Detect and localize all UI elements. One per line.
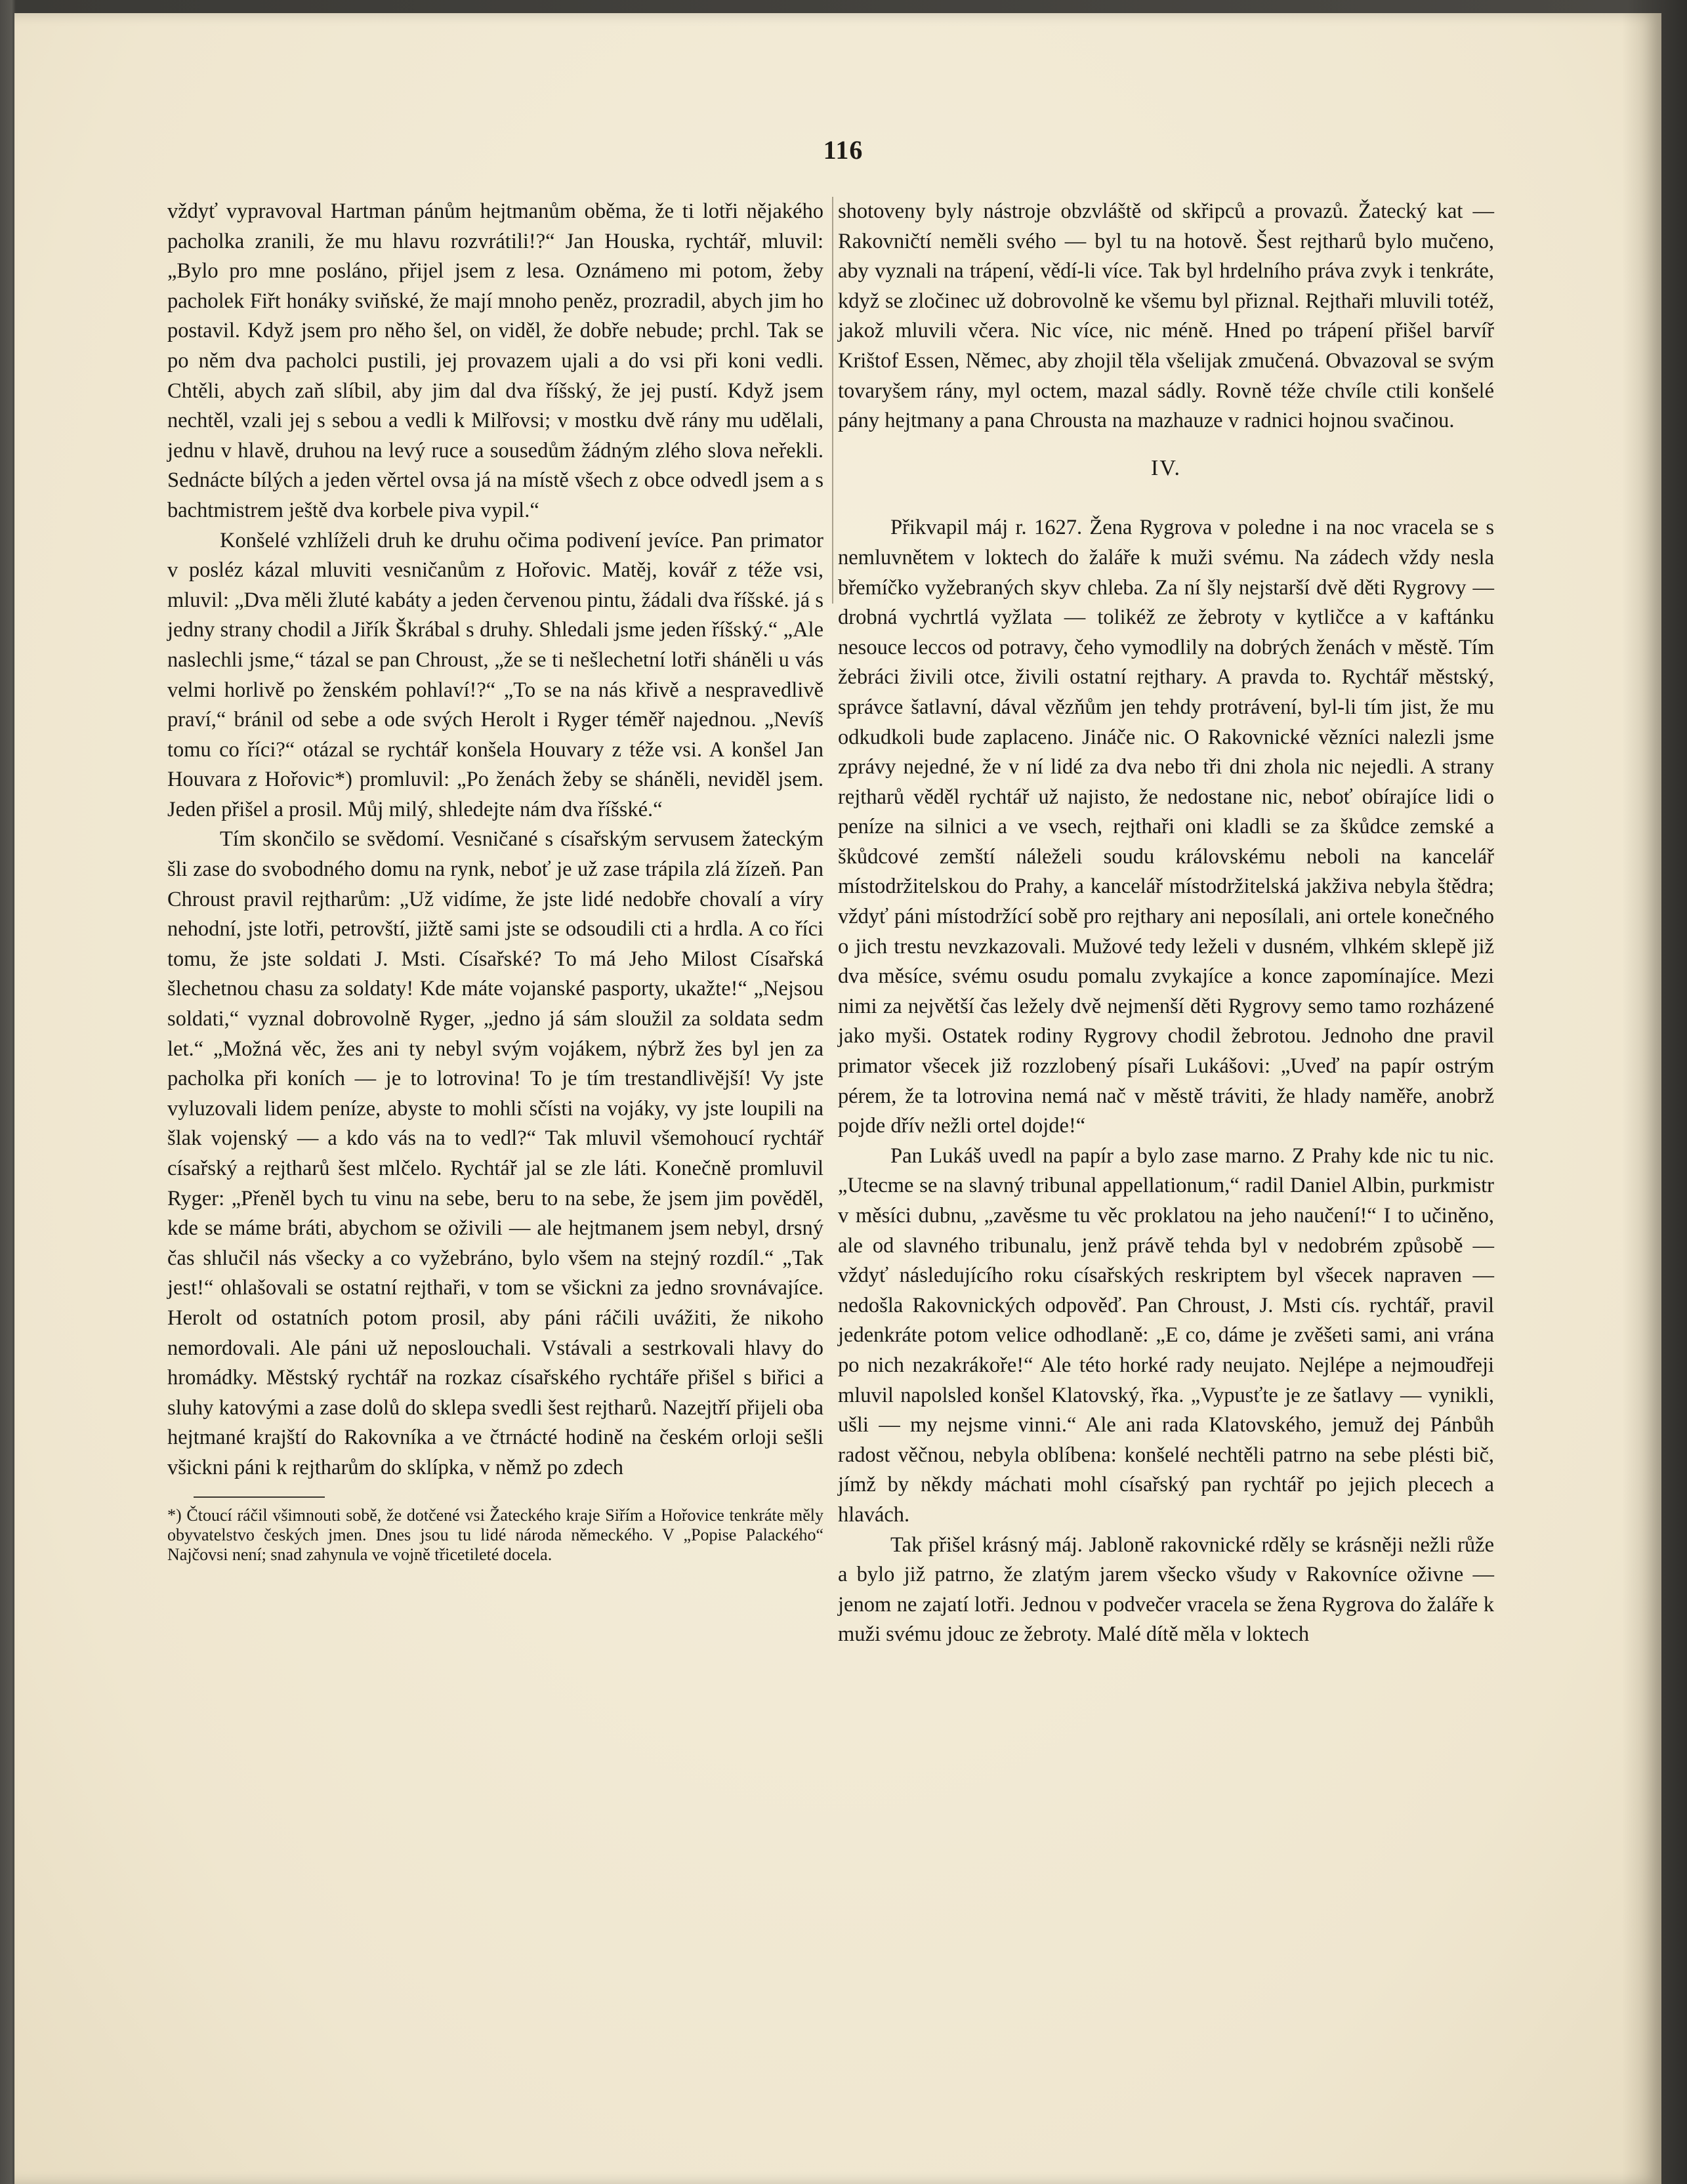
left-paragraph-2: Konšelé vzhlíželi druh ke druhu očima podivení jevíce. Pan primator v posléz kázal mluviti vesničanům z Hořovic. Matěj, kovář z téže vsi, mluvil: „Dva měli žluté kabáty a jeden červenou pintu, žádali dva říšské. já s jedny strany chodil a Jiřík Škrábal s druhy. Shledali jsme jeden říšský.“ „Ale naslechli jsme,“ tázal se pan Chroust, „že se ti nešlechetní lotři sháněli u vás velmi horlivě po ženském pohlaví!?“ „To se na nás křivě a nespravedlivě praví,“ bránil od sebe a ode svých Herolt i Ryger téměř najednou. „Nevíš tomu co říci?“ otázal se rychtář konšela Houvary z téže vsi. A konšel Jan Houvara z Hořovic*) promluvil: „Po ženách žeby se sháněli, neviděl jsem. Jeden přišel a prosil. Můj milý, shledejte nám dva říšské.“ xyxy=(167,528,823,821)
footnote-rule xyxy=(194,1496,325,1498)
right-paragraph-1: shotoveny byly nástroje obzvláště od skřipců a provazů. Žatecký kat — Rakovničtí neměli svého — byl tu na hotově. Šest rejtharů bylo mučeno, aby vyznali na trápení, vědí-li více. Tak byl hrdelního práva zvyk i tenkráte, když se zločinec už dobrovolně ke všemu byl přiznal. Rejthaři mluvili totéž, jakož mluvili včera. Nic více, nic méně. Hned po trápení přišel barvíř Krištof Essen, Němec, aby zhojil těla všelijak zmučená. Obvazoval se svým tovaryšem rány, myl octem, mazal sádly. Rovně téže chvíle ctili konšelé pány hejtmany a pana Chrousta na mazhauze v radnici hojnou svačinou. xyxy=(838,199,1494,433)
right-paragraph-3: Pan Lukáš uvedl na papír a bylo zase marno. Z Prahy kde nic tu nic. „Utecme se na slavný tribunal appellationum,“ radil Daniel Albin, purkmistr v měsíci dubnu, „zavěsme tu věc proklatou na jeho naučení!“ I to učiněno, ale od slavného tribunalu, jenž právě tehda byl v nedobrém způsobě — vždyť následujícího roku císařských reskriptem byl všecek napraven — nedošla Rakovnických odpověď. Pan Chroust, J. Msti cís. rychtář, pravil jedenkráte potom velice odhodlaně: „E co, dáme je zvěšeti sami, ani vrána po nich nezakrákoře!“ Ale této horké rady neujato. Nejlépe a nejmoudřeji mluvil napolsled konšel Klatovský, řka. „Vypusťte je ze šatlavy — vynikli, ušli — my nejsme vinni.“ Ale ani rada Klatovského, jemuž dej Pánbůh radost věčnou, nebyla oblíbena: konšelé nechtěli patrno na sebe plésti bič, jímž by někdy máchati mohl císařský pan rychtář po jejich plecech a hlavách. xyxy=(838,1144,1494,1527)
page-gutter-shadow xyxy=(1622,13,1661,2184)
right-paragraph-2: Přikvapil máj r. 1627. Žena Rygrova v poledne i na noc vracela se s nemluvnětem v loktech do žaláře k muži svému. Na zádech vždy nesla břemíčko vyžebraných skyv chleba. Za ní šly nejstarší dvě děti Rygrovy — drobná vychrtlá vyžlata — tolikéž ze žebroty v kytličce a v kaftánku nesouce leccos od potravy, čeho vymodlily na dobrých ženách v městě. Tím žebráci živili otce, živili ostatní rejthary. A pravda to. Rychtář městský, správce šatlavní, dával vězňům jen tehdy protrávení, byl-li tím jist, že mu odkudkoli bude zaplaceno. Jináče nic. O Rakovnické vězníci nalezli jsme zprávy nejedné, že v ní lidé za dva nebo tři dni zhola nic nejedli. A strany rejtharů věděl rychtář už najisto, že nedostane nic, neboť obírajíce lidi o peníze na silnici a ve vsech, rejthaři oni kladli se za škůdce zemské a škůdcové zemští náleželi soudu královskému neboli na kancelář místodržitelskou do Prahy, a kancelář místodržitelská jakživa nebyla štědra; vždyť páni místodržící sobě pro rejthary ani neposílali, ani ortele konečného o jich trestu nevzkazovali. Mužové tedy leželi v dusném, vlhkém sklepě již dva měsíce, svému osudu pomalu zvykajíce a konce zapomínajíce. Mezi nimi za největší čas ležely dvě nejmenší děti Rygrovy semo tamo rozházené jako myši. Ostatek rodiny Rygrovy chodil žebrotou. Jednoho dne pravil primator všecek již rozzlobený písaři Lukášovi: „Uveď na papír ostrým pérem, že ta lotrovina nemá nač v městě tráviti, že hlady naměře, anobrž pojde dřív nežli ortel dojde!“ xyxy=(838,516,1494,1138)
section-heading: IV. xyxy=(1151,455,1181,480)
page-number: 116 xyxy=(823,135,864,165)
right-paragraph-4: Tak přišel krásný máj. Jabloně rakovnické rděly se krásněji nežli růže a bylo již patrno, že zlatým jarem všecko všudy v Rakovníce oživne — jenom ne zajatí lotři. Jednou v podvečer vracela se žena Rygrova do žaláře k muži svému jdouc ze žebroty. Malé dítě měla v loktech xyxy=(838,1533,1494,1647)
left-paragraph-1: vždyť vypravoval Hartman pánům hejtmanům oběma, že ti lotři nějakého pacholka zranili, že mu hlavu rozvrátili!?“ Jan Houska, rychtář, mluvil: „Bylo pro mne posláno, přijel jsem z lesa. Oznámeno mi potom, žeby pacholek Fiřt honáky sviňské, že mají mnoho peněz, prozradil, abych jim ho postavil. Když jsem pro něho šel, on viděl, že dobře nebude; prchl. Tak se po něm dva pacholci pustili, jej provazem ujali a do vsi při koni vedli. Chtěli, abych zaň slíbil, aby jim dal dva říšský, že jej pustí. Když jsem nechtěl, vzali jej s sebou a vedli k Milřovsi; v mostku dvě rány mu udělali, jednu v hlavě, druhou na levý ruce a sousedům žádným zlého slova neřekli. Sednácte bílých a jeden věrtel ovsa já na místě všech z obce odvedl jsem a s bachtmistrem ještě dva korbele piva vypil.“ xyxy=(167,199,823,522)
left-column xyxy=(167,197,823,1565)
column-divider xyxy=(832,197,833,604)
left-paragraph-3: Tím skončilo se svědomí. Vesničané s císařským servusem žateckým šli zase do svobodného domu na rynk, neboť je už zase trápila zlá žízeň. Pan Chroust pravil rejtharům: „Už vidíme, že jste lidé nedobře chovalí a víry nehodní, jste lotři, petrovští, jižtě sami jste se odsoudili cti a hrdla. A co říci tomu, že jste soldati J. Msti. Císařské? To má Jeho Milost Císařská šlechetnou chasu za soldaty! Kde máte vojanské pasporty, ukažte!“ „Nejsou soldati,“ vyznal dobrovolně Ryger, „jedno já sám sloužil za soldata sedm let.“ „Možná věc, žes ani ty nebyl svým vojákem, nýbrž žes byl jen za pacholka při koních — je to lotrovina! To je tím trestandlivější! Vy jste vyluzovali lidem peníze, abyste to mohli sčísti na vojáky, vy jste loupili na šlak vojenský — a kdo vás na to vedl?“ Tak mluvil všemohoucí rychtář císařský a rejtharů šest mlčelo. Rychtář jal se zle láti. Konečně promluvil Ryger: „Přeněl bych tu vinu na sebe, beru to na sebe, že jsem jim pověděl, kde se máme bráti, abychom se oživili — ale hejtmanem jsem nebyl, drsný čas shlučil nás všecky a co vyžebráno, bylo všem na stejný rozdíl.“ „Tak jest!“ ohlašovali se ostatní rejthaři, v tom se všickni za jedno srovnávajíce. Herolt od ostatních potom prosil, aby páni ráčili uvážiti, že nikoho nemordovali. Ale páni už neposlouchali. Vstávali a sestrkovali hlavy do hromádky. Městský rychtář na rozkaz císařského rychtáře přišel s biřici a sluhy katovými a zase dolů do sklepa svedli šest rejtharů. Nazejtří přijeli oba hejtmané krajští do Rakovníka a ve čtrnácté hodině na českém orloji sešli všickni páni k rejtharům do sklípka, v němž po zdech xyxy=(167,827,823,1479)
right-column xyxy=(838,197,1494,1650)
footnote: *) Čtoucí ráčil všimnouti sobě, že dotčené vsi Žateckého kraje Siřím a Hořovice tenkráte měly obyvatelstvo českých jmen. Dnes jsou tu lidé národa německého. V „Popise Palackého“ Najčovsi není; snad zahynula ve vojně třicetileté docela. xyxy=(167,1505,823,1564)
